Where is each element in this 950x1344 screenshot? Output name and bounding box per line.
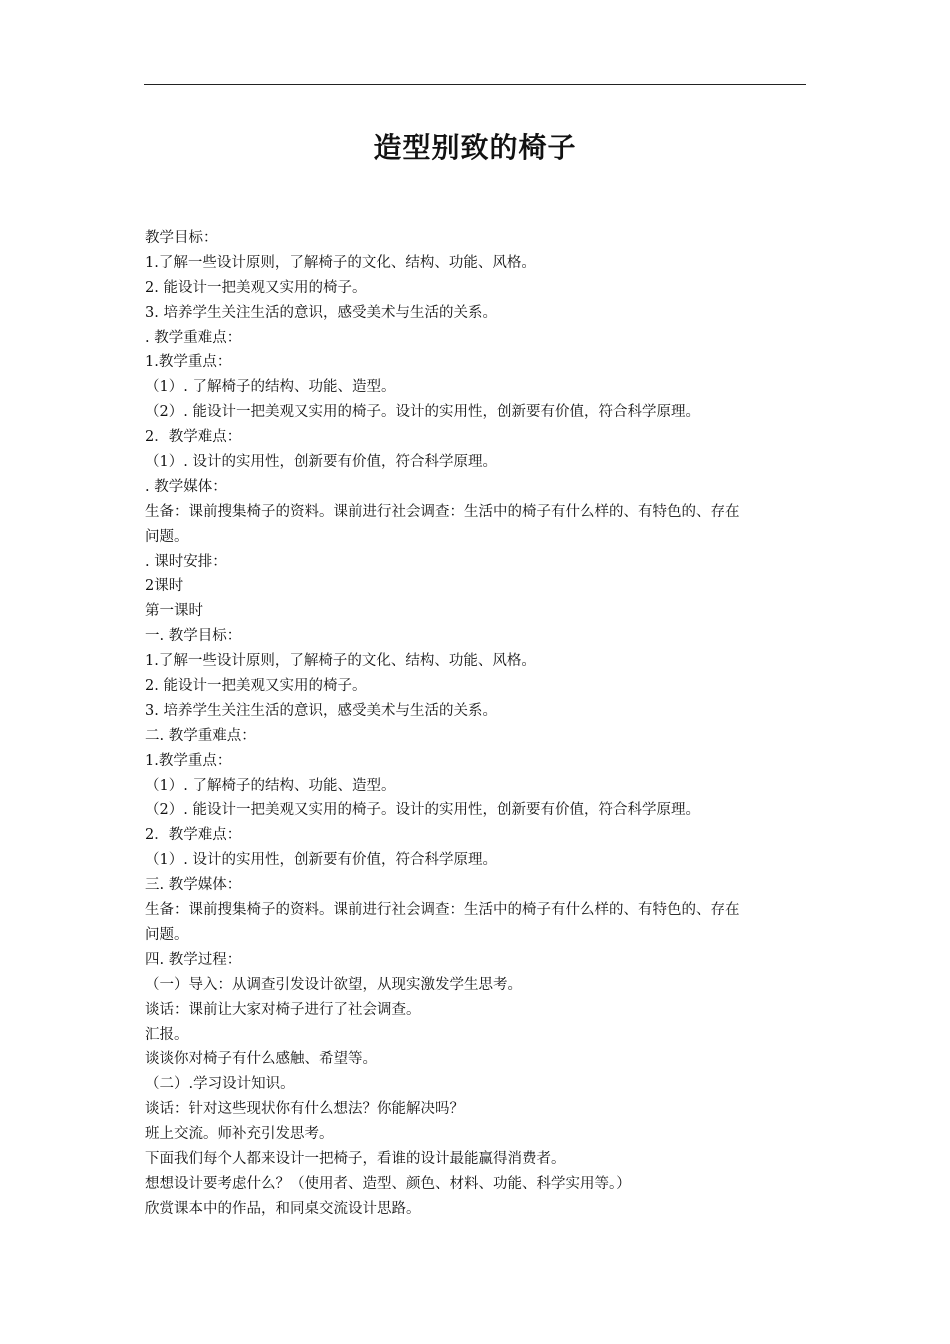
text-line: 一. 教学目标：	[145, 628, 242, 645]
text-line: 二. 教学重难点：	[145, 727, 256, 744]
document-title: 造型别致的椅子	[373, 131, 577, 164]
text-line: 2. 能设计一把美观又实用的椅子。	[145, 678, 367, 695]
text-line: 1.教学重点：	[145, 752, 232, 769]
text-line: 谈谈你对椅子有什么感触、希望等。	[145, 1051, 377, 1068]
text-line: （2）. 能设计一把美观又实用的椅子。设计的实用性，创新要有价值，符合科学原理。	[145, 802, 700, 819]
text-line: 谈话：课前让大家对椅子进行了社会调查。	[145, 1001, 421, 1018]
text-line: （1）. 设计的实用性，创新要有价值，符合科学原理。	[145, 454, 497, 471]
text-line: 班上交流。师补充引发思考。	[145, 1126, 334, 1143]
text-line: 2．教学难点：	[145, 827, 242, 844]
text-line: 汇报。	[145, 1026, 189, 1043]
text-line: 问题。	[145, 926, 189, 943]
text-line: （1）. 了解椅子的结构、功能、造型。	[145, 777, 396, 794]
text-line: . 教学媒体：	[145, 478, 227, 495]
header-rule	[144, 84, 806, 85]
text-line: 1.了解一些设计原则，了解椅子的文化、结构、功能、风格。	[145, 254, 536, 271]
text-line: 2．教学难点：	[145, 429, 242, 446]
text-line: 1.教学重点：	[145, 354, 232, 371]
text-line: 2. 能设计一把美观又实用的椅子。	[145, 279, 367, 296]
text-line: 问题。	[145, 528, 189, 545]
text-line: （2）. 能设计一把美观又实用的椅子。设计的实用性，创新要有价值，符合科学原理。	[145, 404, 700, 421]
text-line: 第一课时	[145, 603, 203, 620]
text-line: 想想设计要考虑什么？（使用者、造型、颜色、材料、功能、科学实用等。）	[145, 1175, 631, 1192]
text-line: 1.了解一些设计原则，了解椅子的文化、结构、功能、风格。	[145, 653, 536, 670]
text-line: 3. 培养学生关注生活的意识，感受美术与生活的关系。	[145, 702, 497, 719]
text-line: 谈话：针对这些现状你有什么想法？你能解决吗？	[145, 1101, 464, 1118]
text-line: 欣赏课本中的作品，和同桌交流设计思路。	[145, 1200, 421, 1217]
text-line: （1）. 设计的实用性，创新要有价值，符合科学原理。	[145, 852, 497, 869]
text-line: 生备：课前搜集椅子的资料。课前进行社会调查：生活中的椅子有什么样的、有特色的、存在	[145, 902, 740, 919]
text-line: （二）.学习设计知识。	[145, 1076, 295, 1093]
text-line: 下面我们每个人都来设计一把椅子，看谁的设计最能赢得消费者。	[145, 1150, 566, 1167]
text-line: 2课时	[145, 578, 184, 595]
text-line: 3. 培养学生关注生活的意识，感受美术与生活的关系。	[145, 304, 497, 321]
text-line: 教学目标：	[145, 230, 218, 246]
document-body	[145, 226, 810, 1222]
text-line: 三. 教学媒体：	[145, 877, 242, 894]
text-line: . 课时安排：	[145, 553, 227, 570]
text-line: 生备：课前搜集椅子的资料。课前进行社会调查：生活中的椅子有什么样的、有特色的、存在	[145, 503, 740, 520]
text-line: （1）. 了解椅子的结构、功能、造型。	[145, 379, 396, 396]
text-line: （一）导入：从调查引发设计欲望，从现实激发学生思考。	[145, 976, 522, 993]
text-line: 四. 教学过程：	[145, 951, 242, 968]
text-line: . 教学重难点：	[145, 329, 242, 346]
